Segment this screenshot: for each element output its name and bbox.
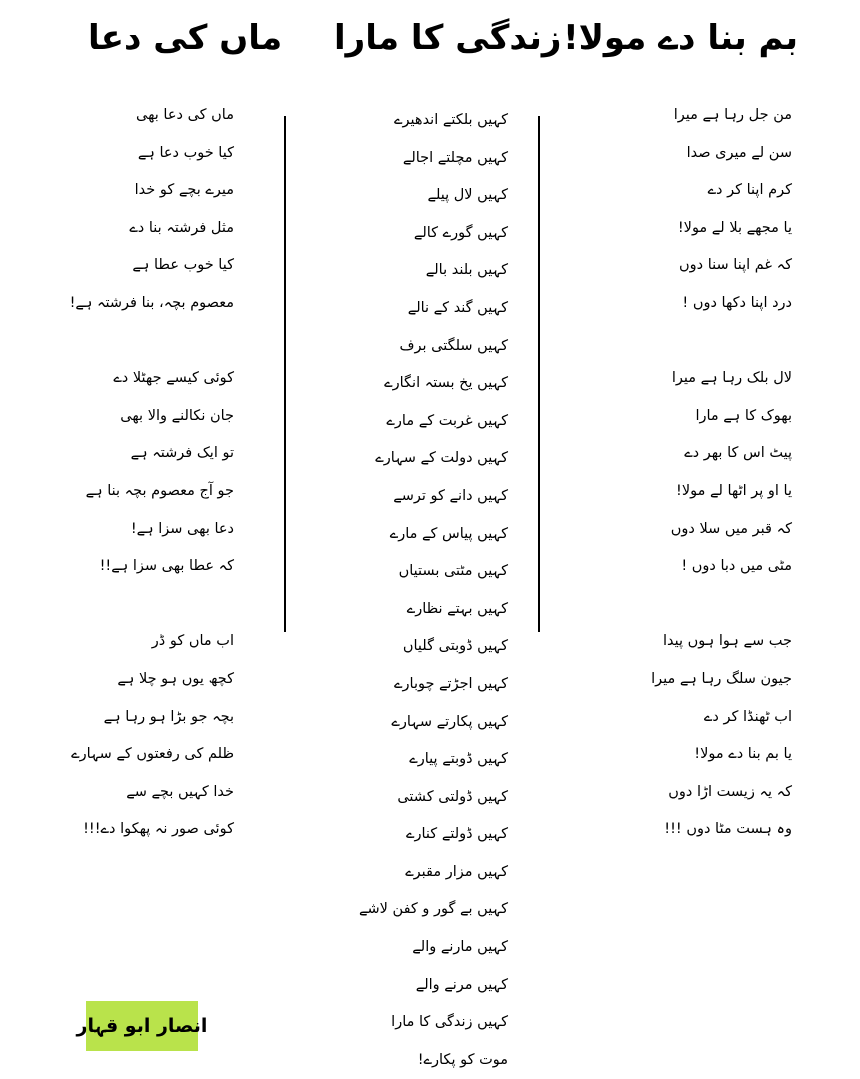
author-signature: انصار ابو قہار [86, 1001, 198, 1051]
poem-line: درد اپنا دکھا دوں ! [682, 294, 792, 311]
poem-line: کرم اپنا کر دے [707, 182, 792, 199]
poem-line: کہیں مرنے والے [415, 976, 508, 993]
poem-line: جیون سلگ رہا ہے میرا [651, 670, 792, 687]
poem-line: کہیں دانے کو ترسے [393, 487, 508, 504]
poem-line: جب سے ہوا ہوں پیدا [663, 633, 792, 650]
poem-line: کہیں گورے کالے [413, 224, 508, 241]
poem-line: کہیں ڈولتے کنارے [406, 826, 508, 843]
poem-line: سن لے میری صدا [686, 144, 792, 161]
poem-line: کہیں مزار مقبرے [405, 863, 508, 880]
poem-line: کہیں مٹتی بستیاں [398, 563, 508, 580]
poem-lines-bam-bana-de-maula [582, 97, 792, 849]
poem-line: کچھ یوں ہو چلا ہے [117, 670, 234, 687]
poem-line: جو آج معصوم بچہ بنا ہے [85, 482, 234, 499]
poem-line: کہیں مارنے والے [412, 939, 508, 956]
poem-line: وہ ہست مٹا دوں !!! [664, 821, 792, 838]
stanza-gap [582, 586, 792, 624]
poem-line: کہ عطا بھی سزا ہے!! [99, 558, 234, 575]
poem-line: تو ایک فرشتہ ہے [130, 445, 234, 462]
poem-line: کہیں بلکتے اندھیرے [394, 112, 508, 128]
poem-line: کہیں لال پیلے [427, 187, 508, 204]
poem-line: یا او پر اٹھا لے مولا! [676, 482, 792, 499]
poem-line: من جل رہا ہے میرا [673, 107, 792, 123]
poem-line: کیا خوب دعا ہے [137, 144, 234, 161]
poem-line: کہیں سلگتی برف [399, 337, 508, 354]
column-divider-right [538, 116, 540, 632]
poem-line: پیٹ اس کا بھر دے [684, 445, 792, 462]
poem-line: مثل فرشتہ بنا دے [129, 219, 234, 236]
poem-line: کہیں دولت کے سہارے [375, 450, 508, 467]
poem-line: کہ یہ زیست اڑا دوں [668, 783, 792, 800]
poem-line: ظلم کی رفعتوں کے سہارے [71, 746, 234, 763]
poem-line: اب ماں کو ڈر [151, 633, 234, 650]
poem-line: کہیں بے گور و کفن لاشے [359, 901, 508, 918]
poem-line: اب ٹھنڈا کر دے [703, 708, 792, 725]
poem-line: کہیں مچلتے اجالے [402, 149, 508, 166]
poem-lines-zindagi-ka-mara [308, 102, 508, 1079]
poem-line: کہیں پکارتے سہارے [391, 713, 508, 730]
poem-line: کہیں ڈولتی کشتی [397, 788, 508, 805]
poem-line: موت کو پکارے! [417, 1051, 508, 1068]
poem-line: کہیں بہتے نظارے [406, 600, 508, 617]
poem-line: کوئی صور نہ پھکوا دے!!! [83, 821, 234, 838]
poem-line: دعا بھی سزا ہے! [130, 520, 234, 537]
poem-line: جان نکالنے والا بھی [120, 407, 234, 424]
poem-line: مٹی میں دبا دوں ! [681, 558, 792, 575]
poem-line: یا بم بنا دے مولا! [694, 746, 792, 763]
poem-title-zindagi-ka-mara: زندگی کا مارا [334, 18, 562, 58]
poem-line: بھوک کا ہے مارا [695, 407, 792, 424]
poem-line: ماں کی دعا بھی [136, 107, 234, 123]
poem-line: کہ قبر میں سلا دوں [670, 520, 792, 537]
poem-title-maan-ki-dua: ماں کی دعا [88, 18, 283, 58]
poem-line: کہیں ڈوبتے پیارے [409, 751, 508, 768]
poem-line: کہیں زندگی کا مارا [391, 1014, 508, 1031]
poem-line: معصوم بچہ، بنا فرشتہ ہے! [69, 294, 234, 311]
poem-line: کہ غم اپنا سنا دوں [679, 257, 792, 274]
poem-line: کہیں بلند بالے [425, 262, 508, 279]
poem-line: یا مجھے بلا لے مولا! [677, 219, 792, 236]
poem-line: بچہ جو بڑا ہو رہا ہے [103, 708, 234, 725]
poem-line: کہیں گند کے نالے [407, 299, 508, 316]
poem-title-bam-bana-de-maula: بم بنا دے مولا! [563, 18, 798, 58]
poem-line: کوئی کیسے جھٹلا دے [113, 370, 234, 387]
poem-line: میرے بچے کو خدا [134, 182, 234, 199]
poem-lines-maan-ki-dua [24, 97, 234, 849]
poem-line: کہیں یخ بستہ انگارے [384, 375, 508, 392]
poem-line: کہیں غربت کے مارے [386, 412, 508, 429]
stanza-gap [24, 323, 234, 361]
poem-line: کہیں اجڑتے چوبارے [394, 675, 508, 692]
poem-line: لال بلک رہا ہے میرا [671, 370, 792, 387]
column-divider-left [284, 116, 286, 632]
poem-line: کہیں ڈوبتی گلیاں [402, 638, 508, 655]
poem-line: کہیں پیاس کے مارے [389, 525, 508, 542]
stanza-gap [24, 586, 234, 624]
poem-line: خدا کہیں بچے سے [126, 783, 234, 800]
poem-line: کیا خوب عطا ہے [132, 257, 234, 274]
stanza-gap [582, 323, 792, 361]
